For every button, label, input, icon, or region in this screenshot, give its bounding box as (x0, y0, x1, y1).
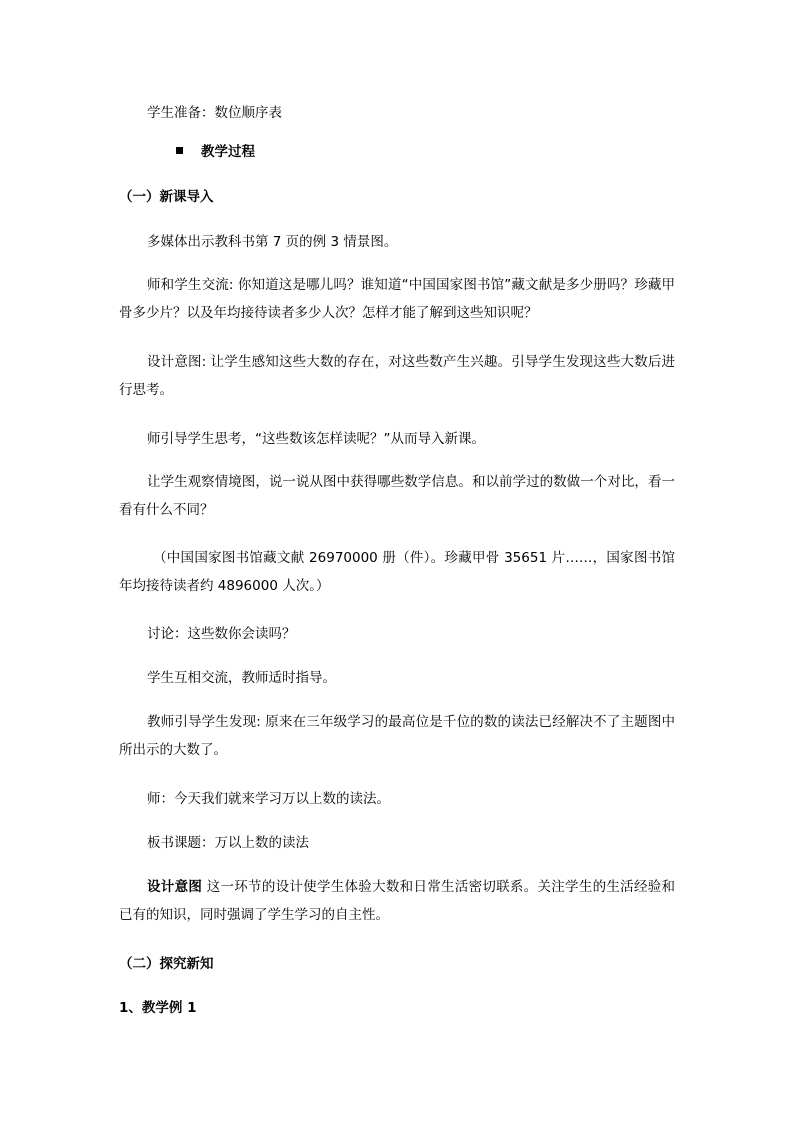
paragraph: 教师引导学生发现: 原来在三年级学习的最高位是千位的数的读法已经解决不了主题图中所出示的大数了。 (119, 714, 675, 758)
paragraph: 板书课题：万以上数的读法 (147, 835, 309, 851)
paragraph: 多媒体出示教科书第 7 页的例 3 情景图。 (147, 234, 398, 250)
design-intent-text: 这一环节的设计使学生体验大数和日常生活密切联系。关注学生的生活经验和已有的知识，同时强调了学生学习的自主性。 (119, 879, 676, 923)
section-title (176, 140, 255, 164)
paragraph: 设计意图: 让学生感知这些大数的存在，对这些数产生兴趣。引导学生发现这些大数后进行思考。 (119, 354, 675, 398)
design-intent-paragraph (119, 873, 675, 929)
part1-heading: （一）新课导入 (119, 189, 214, 205)
paragraph: 师引导学生思考，“这些数该怎样读呢？”从而导入新课。 (147, 431, 485, 447)
paragraph: （中国国家图书馆藏文献 26970000 册（件）。珍藏甲骨 35651 片……，国家图书馆年均接待读者约 4896000 人次。） (119, 550, 675, 594)
square-bullet-icon (176, 147, 183, 154)
example-heading: 1、教学例 1 (119, 1000, 197, 1016)
student-prep-line: 学生准备：数位顺序表 (147, 105, 282, 121)
paragraph: 师：今天我们就来学习万以上数的读法。 (147, 791, 390, 807)
part2-heading: （二）探究新知 (119, 956, 214, 972)
design-intent-label: 设计意图 (147, 879, 203, 895)
paragraph: 让学生观察情境图，说一说从图中获得哪些数学信息。和以前学过的数做一个对比，看一看有什么不同？ (119, 474, 675, 518)
paragraph: 师和学生交流: 你知道这是哪儿吗？谁知道“中国国家图书馆”藏文献是多少册吗？珍藏甲骨多少片？以及年均接待读者多少人次？怎样才能了解到这些知识呢？ (119, 277, 675, 321)
paragraph: 讨论：这些数你会读吗？ (147, 626, 296, 642)
paragraph: 学生互相交流，教师适时指导。 (147, 670, 336, 686)
section-title-text: 教学过程 (201, 144, 255, 160)
